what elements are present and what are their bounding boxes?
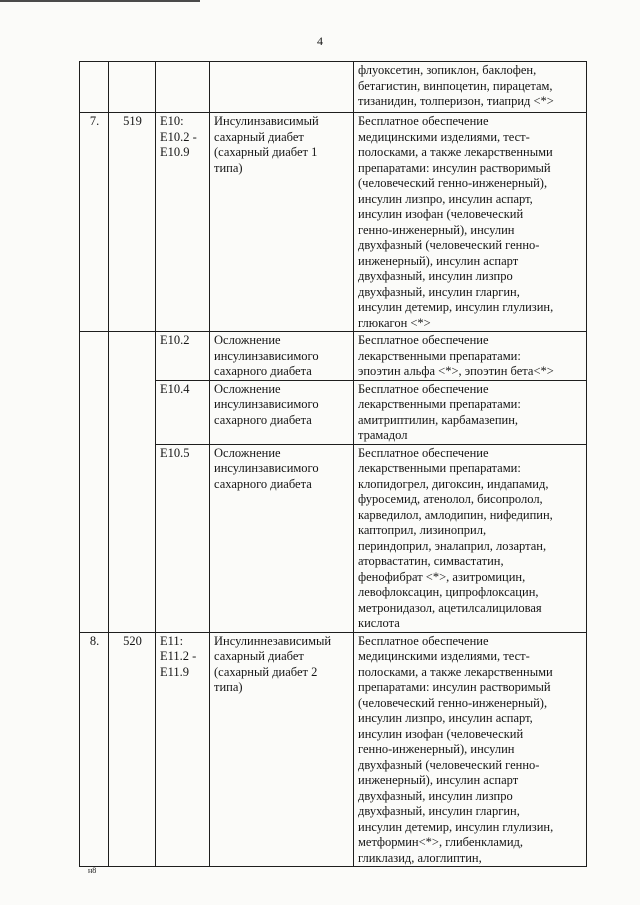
icd-code-cell: E11: E11.2 - E11.9 [156, 632, 210, 867]
icd-code-cell: E10: E10.2 - E10.9 [156, 113, 210, 332]
benefit-text-cell: Бесплатное обеспечение медицинскими изделиями, тест- полосками, а также лекарственными препаратами: инсулин растворимый (человеческий генно-инженерный), инсулин лизпро, инсулин аспарт, инсулин изофан (человеческий генно-инженерный), инсулин двухфазный (человеческий генно- инженерный), инсулин аспарт двухфазный, инсулин лизпро двухфазный, инсулин гларгин, инсулин детемир, инсулин глулизин, метформин<*>, глибенкламид, гликлазид, алоглиптин, [354, 632, 587, 867]
icd-code-cell: E10.2 [156, 332, 210, 381]
icd-code-cell: E10.4 [156, 380, 210, 444]
row-number-cell [80, 332, 109, 633]
benefit-text-cell: Бесплатное обеспечение лекарственными препаратами: эпоэтин альфа <*>, эпоэтин бета<*> [354, 332, 587, 381]
table-row [80, 632, 587, 867]
benefit-text-cell: Бесплатное обеспечение лекарственными препаратами: амитриптилин, карбамазепин, трамадол [354, 380, 587, 444]
footer-mark: н8 [88, 866, 97, 875]
diagnosis-cell: Осложнение инсулинзависимого сахарного диабета [210, 332, 354, 381]
row-number-cell [80, 62, 109, 113]
icd-code-cell: E10.5 [156, 444, 210, 632]
table-row [80, 380, 587, 444]
row-number-cell: 7. [80, 113, 109, 332]
benefit-text-cell: Бесплатное обеспечение медицинскими изделиями, тест- полосками, а также лекарственными препаратами: инсулин растворимый (человеческий генно-инженерный), инсулин лизпро, инсулин аспарт, инсулин изофан (человеческий генно-инженерный), инсулин двухфазный (человеческий генно- инженерный), инсулин аспарт двухфазный, инсулин лизпро двухфазный, инсулин гларгин, инсулин детемир, инсулин глулизин, глюкагон <*> [354, 113, 587, 332]
benefit-text-cell: флуоксетин, зопиклон, баклофен, бетагистин, винпоцетин, пирацетам, тизанидин, толперизон, тиаприд <*> [354, 62, 587, 113]
diagnosis-cell: Инсулинзависимый сахарный диабет (сахарный диабет 1 типа) [210, 113, 354, 332]
diagnosis-cell: Осложнение инсулинзависимого сахарного диабета [210, 380, 354, 444]
table-row [80, 444, 587, 632]
icd-code-cell [156, 62, 210, 113]
code-cell [109, 62, 156, 113]
code-cell: 520 [109, 632, 156, 867]
code-cell [109, 332, 156, 633]
code-cell: 519 [109, 113, 156, 332]
diagnosis-cell: Инсулиннезависимый сахарный диабет (сахарный диабет 2 типа) [210, 632, 354, 867]
table-row [80, 113, 587, 332]
table-row [80, 332, 587, 381]
benefits-table [79, 61, 587, 867]
benefit-text-cell: Бесплатное обеспечение лекарственными препаратами: клопидогрел, дигоксин, индапамид, фуросемид, атенолол, бисопролол, карведилол, амлодипин, нифедипин, каптоприл, лизиноприл, периндоприл, эналаприл, лозартан, аторвастатин, симвастатин, фенофибрат <*>, азитромицин, левофлоксацин, ципрофлоксацин, метронидазол, ацетилсалициловая кислота [354, 444, 587, 632]
row-number-cell: 8. [80, 632, 109, 867]
diagnosis-cell [210, 62, 354, 113]
page-number: 4 [317, 34, 323, 48]
table-row [80, 62, 587, 113]
scan-edge-line [0, 0, 200, 2]
diagnosis-cell: Осложнение инсулинзависимого сахарного диабета [210, 444, 354, 632]
